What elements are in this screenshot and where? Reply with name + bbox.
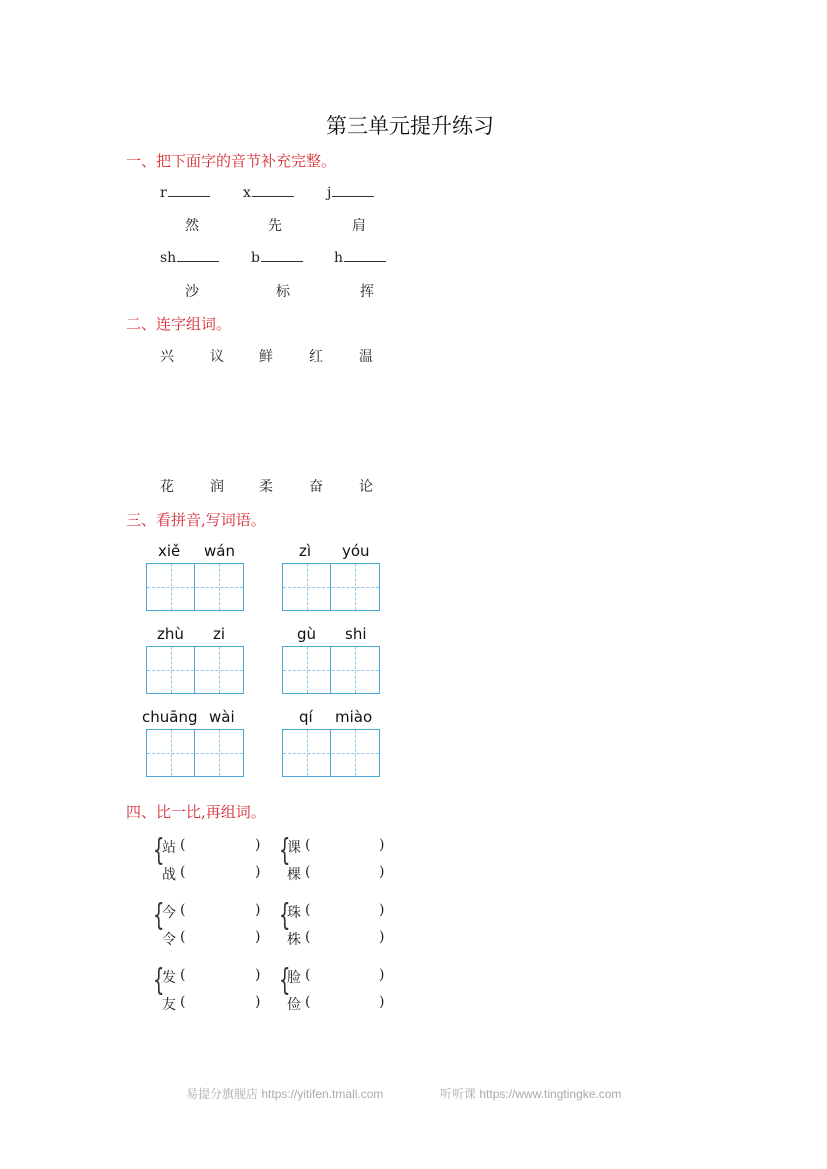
compare-char: 战 (162, 867, 176, 883)
syllable-prefix: r (160, 185, 167, 201)
connect-top-char[interactable]: 兴 (160, 349, 174, 365)
footer-right-shop: 听听课 (440, 1087, 477, 1101)
paren-open: ( (180, 967, 186, 983)
pinyin-label: qí (299, 708, 313, 726)
paren-open: ( (180, 994, 186, 1010)
syllable-blank-sh[interactable] (160, 249, 219, 266)
compare-char: 令 (162, 932, 176, 948)
syllable-blank-x[interactable] (243, 184, 294, 201)
paren-open: ( (180, 864, 186, 880)
syllable-prefix: j (327, 185, 332, 201)
pinyin-label: zi (213, 625, 226, 643)
paren-close: ) (255, 994, 261, 1010)
brace-icon: { (279, 833, 291, 868)
writing-grid[interactable] (282, 646, 380, 694)
pinyin-label: yóu (342, 542, 370, 560)
paren-open: ( (305, 967, 311, 983)
brace-icon: { (153, 833, 165, 868)
connect-bottom-char[interactable]: 润 (210, 479, 224, 495)
footer-right (440, 1085, 621, 1102)
compare-char: 发 (162, 970, 176, 986)
paren-open: ( (305, 994, 311, 1010)
paren-close: ) (379, 994, 385, 1010)
paren-close: ) (379, 967, 385, 983)
pinyin-label: miào (335, 708, 373, 726)
writing-grid[interactable] (146, 563, 244, 611)
paren-close: ) (255, 967, 261, 983)
brace-icon: { (153, 898, 165, 933)
paren-close: ) (379, 929, 385, 945)
syllable-char: 然 (185, 218, 199, 234)
paren-close: ) (379, 864, 385, 880)
page-title: 第三单元提升练习 (326, 114, 494, 138)
connect-top-char[interactable]: 议 (210, 349, 224, 365)
paren-close: ) (379, 837, 385, 853)
paren-open: ( (305, 837, 311, 853)
compare-char: 俭 (287, 997, 301, 1013)
compare-char: 珠 (287, 905, 301, 921)
pinyin-label: zhù (157, 625, 184, 643)
section-heading-2: 二、连字组词。 (126, 315, 232, 333)
brace-icon: { (279, 963, 291, 998)
paren-close: ) (255, 902, 261, 918)
paren-open: ( (180, 929, 186, 945)
writing-grid[interactable] (146, 729, 244, 777)
paren-close: ) (255, 929, 261, 945)
connect-top-char[interactable]: 鲜 (259, 349, 273, 365)
syllable-blank-j[interactable] (327, 184, 374, 201)
writing-grid[interactable] (146, 646, 244, 694)
syllable-prefix: x (243, 185, 251, 201)
compare-char: 课 (287, 840, 301, 856)
syllable-char: 先 (268, 218, 282, 234)
compare-char: 站 (162, 840, 176, 856)
paren-open: ( (305, 929, 311, 945)
connect-bottom-char[interactable]: 柔 (259, 479, 273, 495)
compare-char: 友 (162, 997, 176, 1013)
paren-open: ( (305, 902, 311, 918)
syllable-char: 沙 (185, 284, 199, 300)
paren-open: ( (305, 864, 311, 880)
syllable-char: 标 (276, 284, 290, 300)
syllable-char: 挥 (360, 284, 374, 300)
syllable-blank-b[interactable] (251, 249, 303, 266)
writing-grid[interactable] (282, 563, 380, 611)
paren-open: ( (180, 902, 186, 918)
paren-open: ( (180, 837, 186, 853)
section-heading-1: 一、把下面字的音节补充完整。 (126, 152, 337, 170)
pinyin-label: wán (204, 542, 235, 560)
footer-left-shop: 易提分旗舰店 (186, 1087, 259, 1101)
brace-icon: { (153, 963, 165, 998)
compare-char: 脸 (287, 970, 301, 986)
footer-left (186, 1085, 383, 1102)
connect-bottom-char[interactable]: 论 (359, 479, 373, 495)
pinyin-label: xiě (158, 542, 181, 560)
paren-close: ) (255, 837, 261, 853)
connect-top-char[interactable]: 红 (309, 349, 323, 365)
section-heading-3: 三、看拼音,写词语。 (126, 511, 266, 529)
footer-right-link[interactable]: https://www.tingtingke.com (479, 1087, 622, 1101)
pinyin-label: zì (299, 542, 312, 560)
compare-char: 株 (287, 932, 301, 948)
pinyin-label: gù (297, 625, 317, 643)
syllable-blank-r[interactable] (160, 184, 210, 201)
section-heading-4: 四、比一比,再组词。 (126, 803, 266, 821)
connect-bottom-char[interactable]: 奋 (309, 479, 323, 495)
brace-icon: { (279, 898, 291, 933)
syllable-char: 肩 (352, 218, 366, 234)
syllable-blank-h[interactable] (334, 249, 386, 266)
paren-close: ) (379, 902, 385, 918)
compare-char: 今 (162, 905, 176, 921)
connect-top-char[interactable]: 温 (359, 349, 373, 365)
connect-bottom-char[interactable]: 花 (160, 479, 174, 495)
syllable-prefix: sh (160, 250, 177, 266)
footer-left-link[interactable]: https://yitifen.tmall.com (261, 1087, 384, 1101)
compare-char: 棵 (287, 867, 301, 883)
syllable-prefix: b (251, 250, 260, 266)
pinyin-label: wài (209, 708, 235, 726)
syllable-prefix: h (334, 250, 344, 266)
pinyin-label: shi (345, 625, 367, 643)
writing-grid[interactable] (282, 729, 380, 777)
paren-close: ) (255, 864, 261, 880)
pinyin-label: chuāng (142, 708, 198, 726)
